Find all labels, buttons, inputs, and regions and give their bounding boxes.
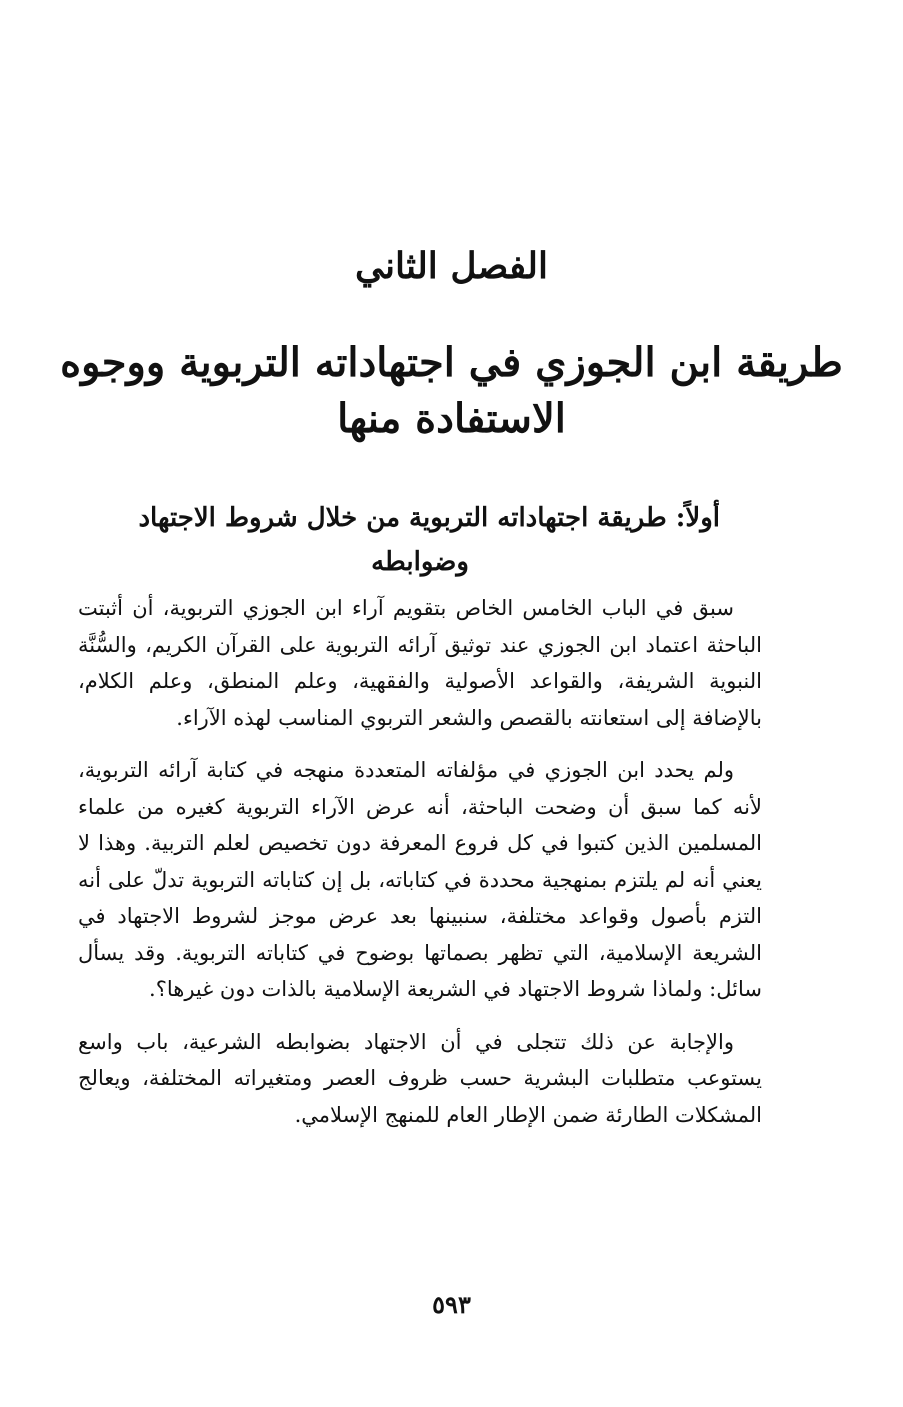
body-text — [78, 590, 762, 1149]
section-title-line2: وضوابطه — [371, 547, 469, 577]
section-number: أولاً: — [675, 503, 720, 533]
paragraph-3: والإجابة عن ذلك تتجلى في أن الاجتهاد بضوابطه الشرعية، باب واسع يستوعب متطلبات البشرية حسب ظروف العصر ومتغيراته المختلفة، ويعالج المشكلات الطارئة ضمن الإطار العام للمنهج الإسلامي. — [78, 1029, 762, 1127]
section-heading — [120, 496, 720, 584]
chapter-label: الفصل الثاني — [354, 245, 549, 287]
paragraph-1: سبق في الباب الخامس الخاص بتقويم آراء ابن الجوزي التربوية، أن أثبتت الباحثة اعتماد ابن الجوزي عند توثيق آرائه التربوية على القرآن الكريم، والسُّنَّة النبوية الشريفة، والقواعد الأصولية والفقهية، وعلم المنطق، وعلم الكلام، بالإضافة إلى استعانته بالقصص والشعر التربوي المناسب لهذه الآراء. — [78, 596, 762, 730]
section-title-line1: طريقة اجتهاداته التربوية من خلال شروط الاجتهاد — [138, 503, 667, 533]
paragraph-2: ولم يحدد ابن الجوزي في مؤلفاته المتعددة منهجه في كتابة آرائه التربوية، لأنه كما سبق أن وضحت الباحثة، أنه عرض الآراء التربوية كغيره من علماء المسلمين الذين كتبوا في كل فروع المعرفة دون تخصيص لعلم التربية. وهذا لا يعني أنه لم يلتزم بمنهجية محددة في كتاباته، بل إن كتاباته التربوية تدلّ على أنه التزم بأصول وقواعد مختلفة، سنبينها بعد عرض موجز لشروط الاجتهاد في الشريعة الإسلامية، التي تظهر بصماتها بوضوح في كتاباته التربوية. وقد يسأل سائل: ولماذا شروط الاجتهاد في الشريعة الإسلامية بالذات دون غيرها؟. — [78, 758, 762, 1001]
page-number: ٥٩٣ — [432, 1290, 471, 1319]
chapter-title: طريقة ابن الجوزي في اجتهاداته التربوية ووجوه الاستفادة منها — [60, 339, 843, 442]
